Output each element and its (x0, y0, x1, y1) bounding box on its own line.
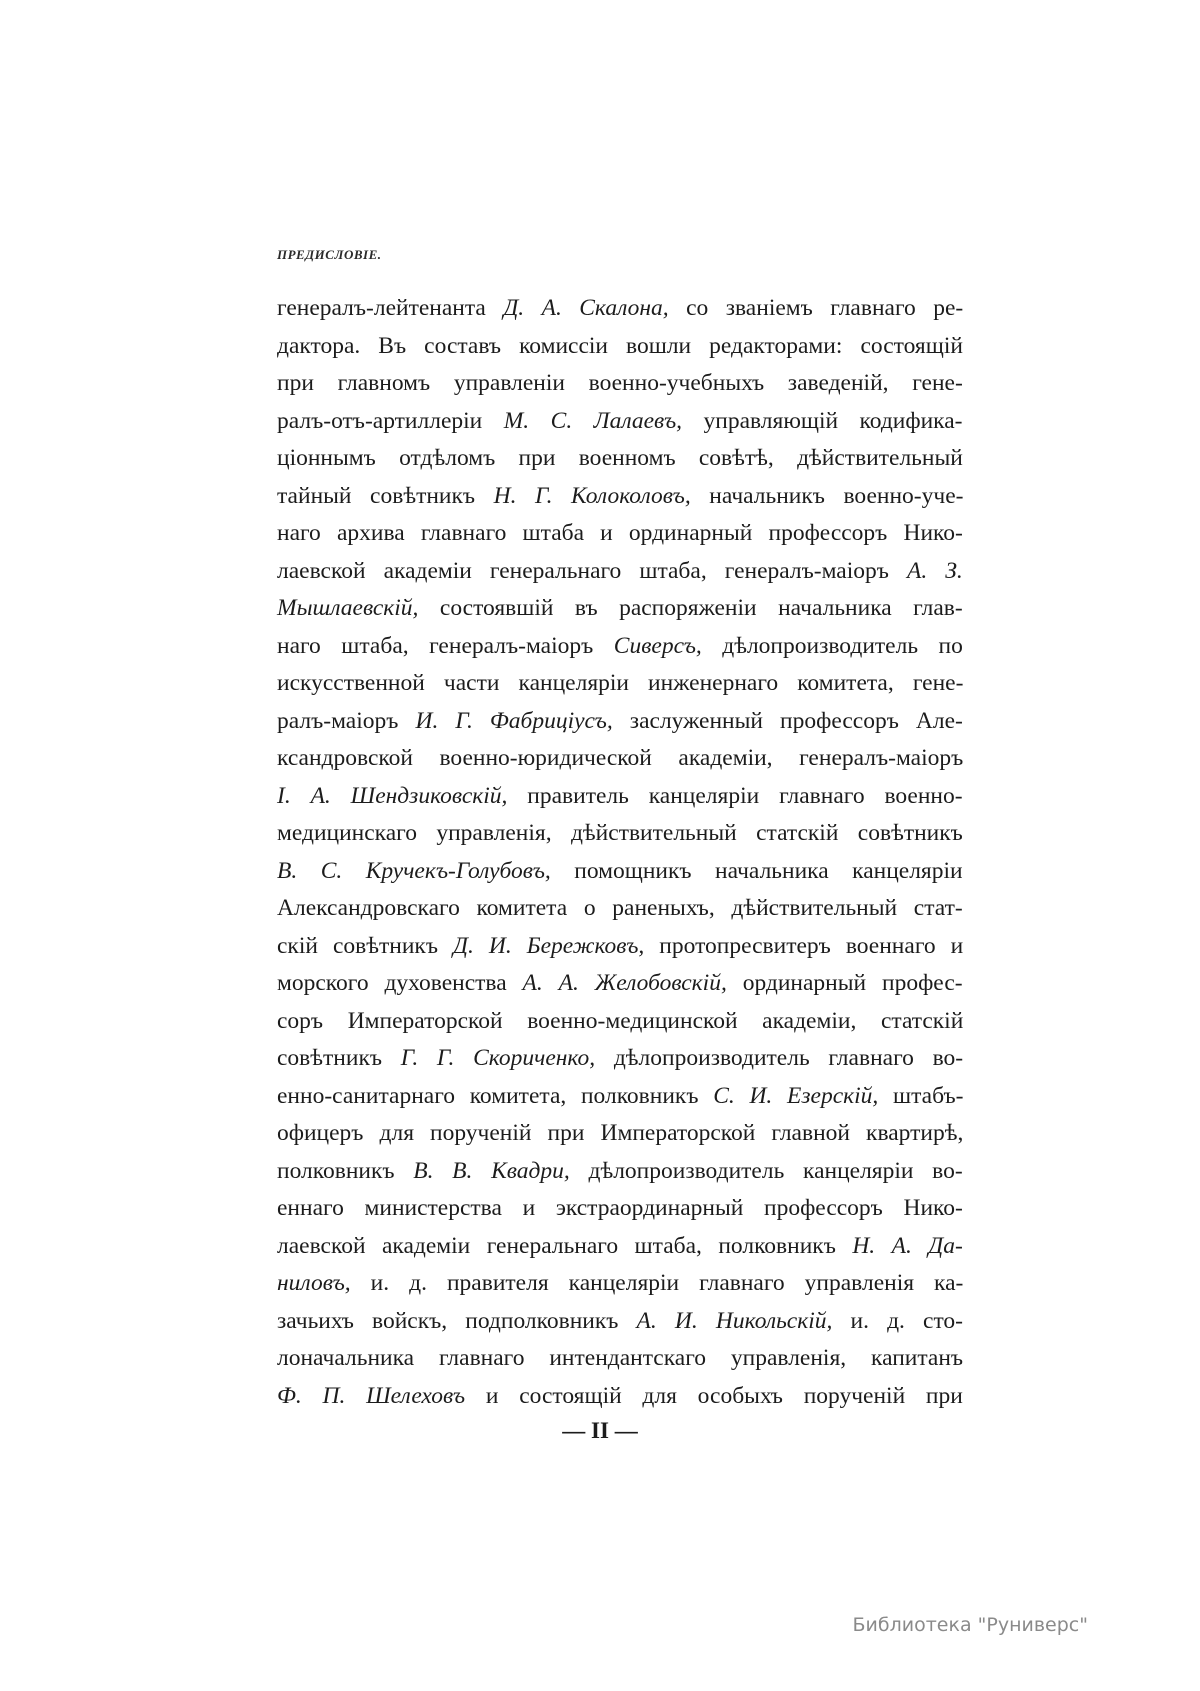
text-run: управляющій кодифика- (682, 407, 963, 434)
text-line (277, 778, 963, 816)
text-line (277, 665, 963, 703)
text-run: ралъ-отъ-артиллеріи (277, 407, 504, 434)
text-line (277, 590, 963, 628)
text-run: начальникъ военно-уче- (690, 482, 964, 509)
italic-name: Н. Г. Колоколовъ, (493, 482, 691, 509)
page-number: — II — (562, 1418, 638, 1443)
text-run: состоявшій въ распоряженіи начальника глав- (418, 595, 963, 621)
text-line (277, 328, 963, 366)
text-run: дактора. Въ составъ комиссіи вошли редакторами: состоящій (277, 332, 963, 359)
text-run: лаевской академіи генеральнаго штаба, полковникъ (277, 1232, 853, 1259)
text-run: штабъ- (878, 1082, 964, 1109)
italic-name: М. С. Лалаевъ, (503, 407, 683, 434)
text-run: офицеръ для порученій при Императорской главной квартирѣ, (277, 1120, 964, 1146)
body-text (277, 290, 963, 1415)
text-line (277, 1265, 963, 1303)
italic-name: Сиверсъ, (613, 632, 702, 659)
text-line (277, 1040, 963, 1078)
italic-name: Ф. П. Шелеховъ (277, 1382, 466, 1409)
text-line (277, 478, 963, 516)
italic-name: Г. Г. Скориченко, (400, 1045, 596, 1071)
text-line (277, 1228, 963, 1266)
italic-name: Н. А. Да- (852, 1232, 963, 1259)
text-run: медицинскаго управленія, дѣйствительный статскій совѣтникъ (277, 820, 963, 846)
text-run: генералъ-лейтенанта (277, 295, 504, 321)
text-line (277, 890, 963, 928)
library-watermark: Библиотека "Руниверс" (852, 1614, 1088, 1636)
text-run: ординарный профес- (726, 970, 963, 996)
text-run: енно-санитарнаго комитета, полковникъ (277, 1082, 714, 1109)
italic-name: ниловъ, (277, 1270, 351, 1296)
text-line (277, 703, 963, 741)
text-line (277, 1078, 963, 1116)
text-run: ралъ-маіоръ (277, 707, 416, 734)
text-run: и. д. сто- (832, 1307, 963, 1334)
text-run: полковникъ (277, 1157, 414, 1184)
text-line (277, 965, 963, 1003)
text-line (277, 853, 963, 891)
text-line (277, 403, 963, 441)
text-line (277, 290, 963, 328)
text-line (277, 1115, 963, 1153)
text-line (277, 740, 963, 778)
text-run: протопресвитеръ военнаго и (644, 932, 964, 959)
text-line (277, 1003, 963, 1041)
text-line (277, 928, 963, 966)
text-run: скій совѣтникъ (277, 932, 454, 959)
text-line (277, 515, 963, 553)
italic-name: Мышлаевскій, (277, 595, 419, 621)
text-line (277, 1378, 963, 1416)
text-run: соръ Императорской военно-медицинской академіи, статскій (277, 1007, 964, 1034)
text-run: дѣлопроизводитель по (701, 632, 963, 659)
italic-name: Д. А. Скалона, (503, 295, 669, 321)
text-line (277, 1190, 963, 1228)
text-run: и. д. правителя канцеляріи главнаго управленія ка- (350, 1270, 964, 1296)
text-line (277, 815, 963, 853)
italic-name: В. С. Кручекъ-Голубовъ, (277, 857, 551, 884)
text-line (277, 1303, 963, 1341)
text-run: наго штаба, генералъ-маіоръ (277, 632, 614, 659)
text-run: совѣтникъ (277, 1045, 401, 1071)
italic-name: А. З. (906, 557, 963, 584)
text-line (277, 628, 963, 666)
text-run: Александровскаго комитета о раненыхъ, дѣйствительный стат- (277, 895, 963, 921)
text-line (277, 440, 963, 478)
text-run: морского духовенства (277, 970, 523, 996)
text-run: лаевской академіи генеральнаго штаба, генералъ-маіоръ (277, 557, 907, 584)
text-run: и состоящій для особыхъ порученій при (465, 1382, 963, 1409)
text-line (277, 1153, 963, 1191)
text-run: правитель канцеляріи главнаго военно- (507, 782, 963, 809)
text-run: дѣлопроизводитель главнаго во- (595, 1045, 964, 1071)
text-run: тайный совѣтникъ (277, 482, 494, 509)
text-line (277, 1340, 963, 1378)
text-run: зачьихъ войскъ, подполковникъ (277, 1307, 637, 1334)
italic-name: А. А. Желобовскій, (522, 970, 727, 996)
text-run: со званіемъ главнаго ре- (668, 295, 964, 321)
text-run: ксандровской военно-юридической академіи, генералъ-маіоръ (277, 745, 964, 771)
italic-name: А. И. Никольскій, (636, 1307, 833, 1334)
text-run: еннаго министерства и экстраординарный профессоръ Нико- (277, 1195, 963, 1221)
text-run: дѣлопроизводитель канцеляріи во- (569, 1157, 963, 1184)
text-line (277, 365, 963, 403)
text-run: помощникъ начальника канцеляріи (550, 857, 963, 884)
text-run: искусственной части канцеляріи инженернаго комитета, гене- (277, 670, 964, 696)
text-run: при главномъ управленіи военно-учебныхъ заведеній, гене- (277, 370, 963, 396)
running-head: ПРЕДИСЛОВІЕ. (277, 247, 382, 262)
italic-name: В. В. Квадри, (413, 1157, 570, 1184)
text-line (277, 553, 963, 591)
italic-name: І. А. Шендзиковскій, (277, 782, 508, 809)
italic-name: Д. И. Бережковъ, (453, 932, 645, 959)
text-run: заслуженный профессоръ Але- (612, 707, 963, 734)
text-run: наго архива главнаго штаба и ординарный профессоръ Нико- (277, 520, 963, 546)
italic-name: И. Г. Фабриціусъ, (415, 707, 613, 734)
italic-name: С. И. Езерскій, (713, 1082, 879, 1109)
text-run: лоначальника главнаго интендантскаго управленія, капитанъ (277, 1345, 964, 1371)
text-run: ціоннымъ отдѣломъ при военномъ совѣтѣ, дѣйствительный (277, 445, 963, 471)
